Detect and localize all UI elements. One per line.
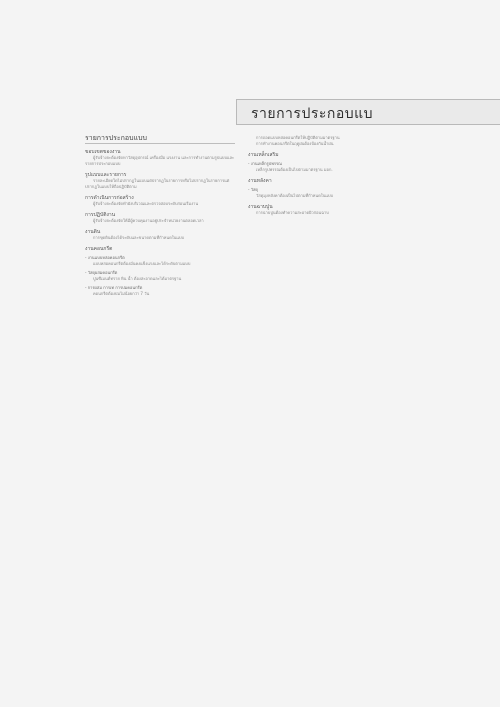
subsection-heading: - การผสม การเท การบ่มคอนกรีต [85, 285, 143, 290]
section-heading: การดำเนินการก่อสร้าง [85, 195, 134, 201]
section-heading: การปฏิบัติงาน [85, 212, 116, 218]
subsection-heading: - งานแบบหล่อคอนกรีต [85, 255, 125, 260]
body-paragraph: รายละเอียดใดไม่ปรากฏในแบบแต่ปรากฏในรายการหรือไม่ปรากฏในรายการแต่ปรากฏในแบบให้ถือปฏิบัติตาม [85, 178, 230, 189]
body-paragraph: การทำงานคอนกรีตในฤดูฝนต้องป้องกันน้ำฝน [256, 141, 334, 146]
title-divider [85, 143, 235, 144]
section-heading: งานคอนกรีต [85, 246, 113, 252]
body-paragraph: แบบหล่อคอนกรีตต้องมั่นคงแข็งแรงและได้ระดับตามแบบ [93, 261, 191, 266]
section-heading: งานฉาบปูน [248, 204, 273, 210]
section-heading: งานดิน [85, 229, 101, 235]
left-column-title: รายการประกอบแบบ [85, 135, 147, 142]
left-column-body [85, 149, 235, 297]
body-paragraph: ผู้รับจ้างจะต้องจัดให้มีผู้ควบคุมงานอยู่ประจำหน่วยงานตลอดเวลา [93, 218, 204, 223]
section-heading: รูปแบบและรายการ [85, 172, 127, 178]
subsection-heading: - งานเหล็กรูปพรรณ [248, 161, 282, 166]
body-paragraph: การถอดแบบหล่อคอนกรีตให้ปฏิบัติตามมาตรฐาน [256, 135, 340, 140]
body-paragraph: คอนกรีตต้องบ่มไม่น้อยกว่า 7 วัน [93, 291, 150, 296]
body-paragraph: ผู้รับจ้างจะต้องจัดหาวัสดุอุปกรณ์ เครื่องมือ แรงงาน และการทำงานตามรูปแบบและรายการประกอบแบบ [85, 155, 235, 166]
body-paragraph: ผู้รับจ้างจะต้องจัดทำผังบริเวณและตรวจสอบระดับก่อนเริ่มงาน [93, 201, 199, 206]
subsection-heading: - วัสดุ [248, 187, 258, 192]
subsection-heading: - วัสดุผสมคอนกรีต [85, 270, 118, 275]
body-paragraph: การฉาบปูนต้องทำความสะอาดผิวก่อนฉาบ [256, 210, 329, 215]
right-column [248, 135, 480, 470]
body-paragraph: วัสดุมุงหลังคาต้องเป็นไปตามที่กำหนดในแบบ [256, 193, 334, 198]
section-heading: งานหลังคา [248, 178, 272, 184]
body-paragraph: ปูนซีเมนต์ทราย หิน น้ำ ต้องสะอาดและได้มาตรฐาน [93, 276, 182, 281]
right-column-body [248, 135, 480, 216]
left-column [85, 135, 235, 530]
section-heading: งานเหล็กเสริม [248, 152, 279, 158]
body-paragraph: การขุดดินต้องได้ระดับและขนาดตามที่กำหนดในแบบ [93, 235, 185, 240]
header-banner [236, 99, 500, 125]
body-paragraph: เหล็กรูปพรรณต้องเป็นไปตามมาตรฐาน มอก. [256, 167, 333, 172]
section-heading: ขอบเขตของงาน [85, 149, 121, 155]
page-title: รายการประกอบแบ [251, 106, 374, 122]
